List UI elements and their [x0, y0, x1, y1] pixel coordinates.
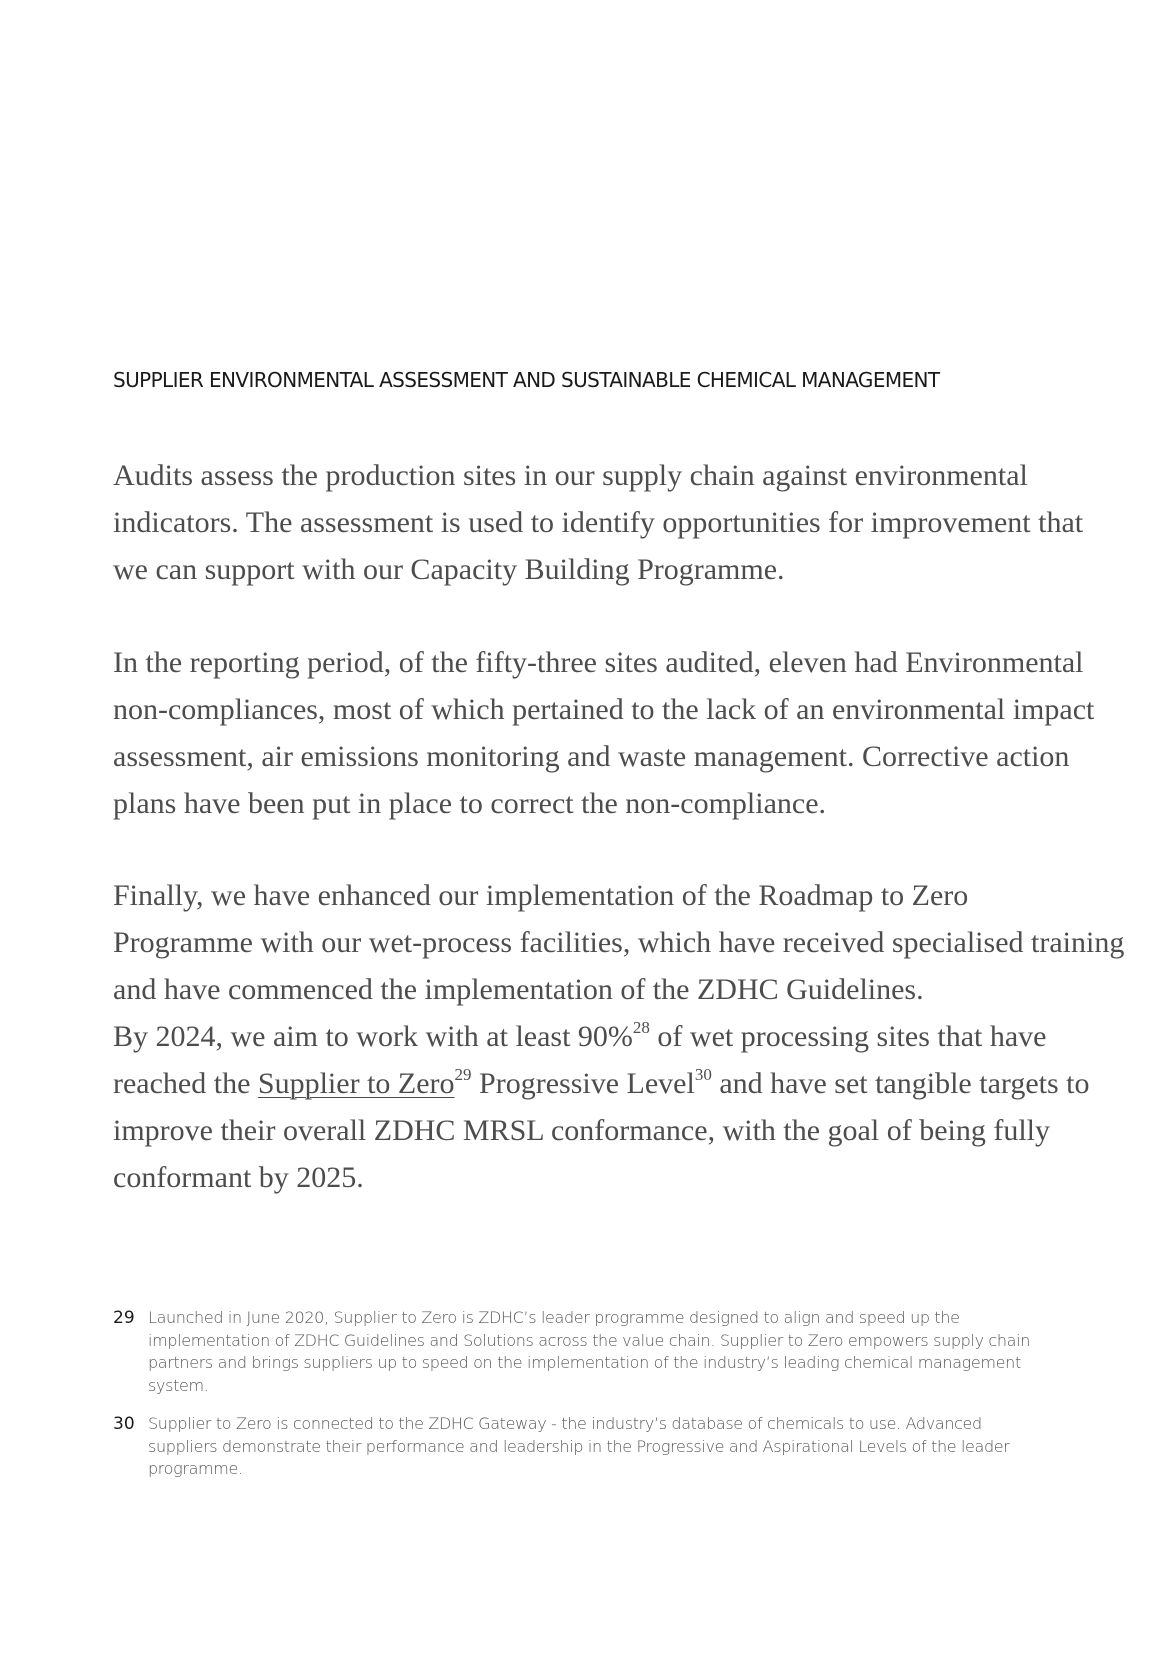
paragraph-line: plans have been put in place to correct the non-compliance.	[113, 787, 827, 820]
footnote-line: suppliers demonstrate their performance and leadership in the Progressive and Aspirational Levels of the leader	[148, 1436, 1010, 1456]
footnote-line: system.	[148, 1375, 209, 1395]
footnote-ref-29: 29	[454, 1065, 472, 1084]
paragraph-line: Finally, we have enhanced our implementation of the Roadmap to Zero	[113, 879, 969, 912]
text-run: reached the	[113, 1067, 258, 1100]
footnote-number: 30	[113, 1414, 135, 1434]
paragraph-line: and have commenced the implementation of the ZDHC Guidelines.	[113, 973, 924, 1006]
footnote-29	[113, 1307, 1093, 1397]
footnotes	[113, 1307, 1093, 1497]
section-heading: SUPPLIER ENVIRONMENTAL ASSESSMENT AND SUSTAINABLE CHEMICAL MANAGEMENT	[113, 368, 940, 392]
footnote-line: Supplier to Zero is connected to the ZDHC Gateway - the industry’s database of chemicals to use. Advanced	[148, 1414, 982, 1433]
footnote-text	[148, 1307, 1030, 1397]
footnote-line: programme.	[148, 1459, 243, 1478]
footnote-30	[113, 1413, 1093, 1481]
supplier-to-zero-link[interactable]: Supplier to Zero	[257, 1067, 455, 1100]
paragraph-audits	[113, 452, 1093, 593]
paragraph-line	[113, 1060, 1093, 1107]
paragraph-line: indicators. The assessment is used to identify opportunities for improvement that	[113, 506, 1084, 539]
text-run: of wet processing sites that have	[649, 1020, 1047, 1053]
text-run: Progressive Level	[471, 1067, 695, 1100]
footnote-ref-30: 30	[694, 1065, 712, 1084]
footnote-text	[148, 1413, 1010, 1481]
paragraph-line: improve their overall ZDHC MRSL conformance, with the goal of being fully	[113, 1114, 1051, 1147]
paragraph-line: we can support with our Capacity Building Programme.	[113, 553, 785, 586]
footnote-line: Launched in June 2020, Supplier to Zero is ZDHC’s leader programme designed to align and speed up the	[148, 1308, 960, 1327]
paragraph-reporting-period	[113, 639, 1093, 827]
paragraph-line: assessment, air emissions monitoring and waste management. Corrective action	[113, 740, 1070, 773]
paragraph-line: In the reporting period, of the fifty-three sites audited, eleven had Environmental	[113, 646, 1084, 679]
text-run: By 2024, we aim to work with at least 90%	[113, 1020, 633, 1053]
footnote-number: 29	[113, 1308, 135, 1328]
footnote-ref-28: 28	[632, 1018, 650, 1037]
paragraph-line: non-compliances, most of which pertained to the lack of an environmental impact	[113, 693, 1095, 726]
footnote-line: implementation of ZDHC Guidelines and Solutions across the value chain. Supplier to Zero empowers supply chain	[148, 1330, 1031, 1350]
paragraph-line	[113, 1013, 1093, 1060]
text-run: and have set tangible targets to	[711, 1067, 1090, 1100]
paragraph-line: Programme with our wet-process facilities, which have received specialised training	[113, 926, 1125, 959]
paragraph-line: Audits assess the production sites in our supply chain against environmental	[113, 459, 1028, 492]
paragraph-line: conformant by 2025.	[113, 1161, 364, 1194]
footnote-line: partners and brings suppliers up to speed on the implementation of the industry’s leading chemical management	[148, 1353, 1021, 1372]
paragraph-roadmap-to-zero	[113, 872, 1125, 1201]
